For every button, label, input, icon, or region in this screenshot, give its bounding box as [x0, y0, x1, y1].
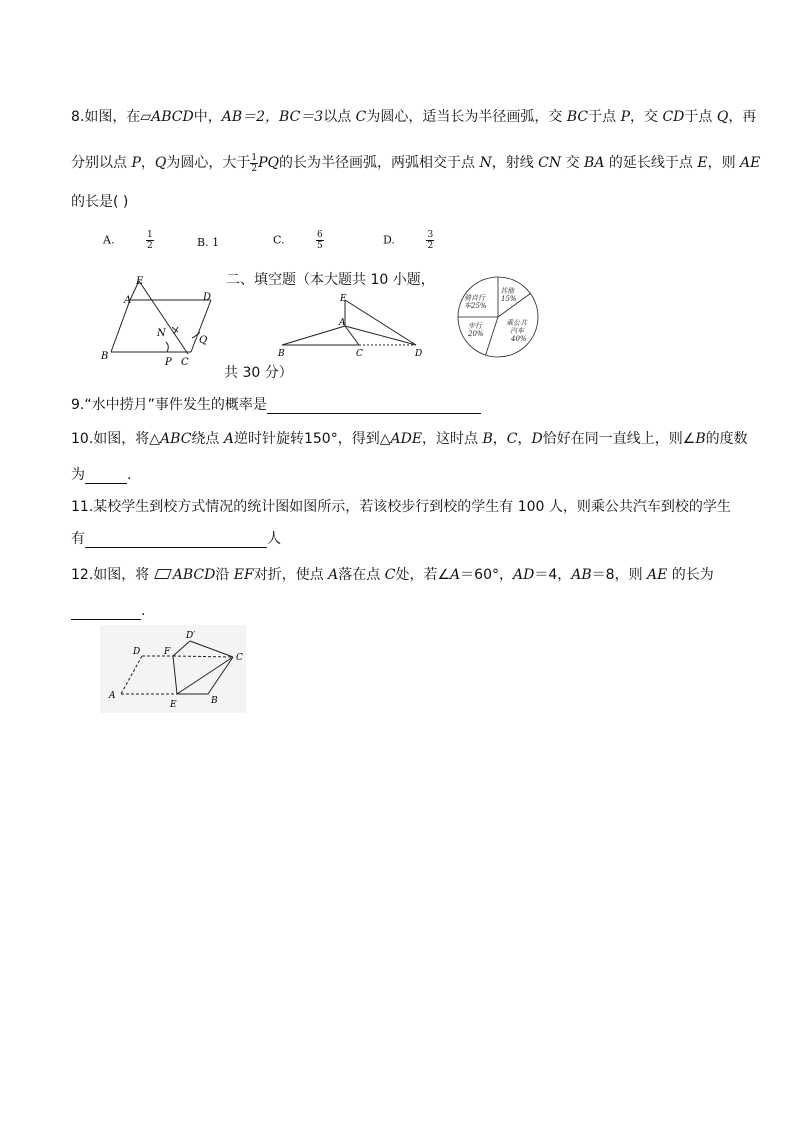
q11-line1: 11.某校学生到校方式情况的统计图如图所示，若该校步行到校的学生有 100 人，则乘公共汽车到校的学生 — [71, 499, 731, 515]
pie-label-bus-2: 汽车 — [510, 327, 524, 335]
fig1-label-N: N — [157, 328, 166, 339]
q10-answer-blank[interactable] — [85, 469, 127, 484]
q9-answer-blank[interactable] — [267, 399, 481, 414]
fig3-label-F: F — [164, 647, 171, 657]
fig3-label-B: B — [211, 696, 218, 706]
fig1-label-P: P — [165, 357, 172, 368]
fig3-label-A: A — [109, 691, 116, 701]
q11-line2: 有 人 — [71, 531, 281, 547]
q8-line1: 8.如图，在▱ABCD中，AB＝2，BC＝3以点 C为圆心，适当长为半径画弧，交 BC于点 P，交 CD于点 Q，再 — [71, 109, 757, 125]
fig1-label-C: C — [181, 357, 189, 368]
pie-label-bike: 骑自行 — [464, 294, 485, 302]
pie-label-other-pct: 15% — [501, 295, 517, 303]
fold-figure — [100, 625, 246, 713]
parallelogram-figure — [96, 272, 226, 372]
half-fraction: $\frac{1}{2}$ — [251, 152, 258, 174]
option-d: D. $\frac{3}{2}$ — [383, 230, 434, 251]
parallelogram-symbol — [154, 569, 172, 579]
section-title: 二、填空题（本大题共 10 小题， — [226, 272, 435, 288]
pie-label-other: 其他 — [500, 287, 514, 295]
fig2-label-D: D — [415, 349, 423, 359]
q12-answer-blank[interactable] — [71, 605, 141, 620]
q11-answer-blank[interactable] — [85, 533, 267, 548]
rotation-figure — [272, 290, 432, 360]
fig1-label-D: D — [203, 292, 212, 303]
fig1-label-E: E — [136, 276, 144, 287]
option-a: A. $\frac{1}{2}$ — [103, 230, 153, 251]
pie-label-walk-pct: 20% — [468, 330, 484, 338]
pie-label-bus: 乘公共 — [506, 319, 527, 327]
pie-chart — [450, 275, 546, 359]
q10-line2: 为 . — [71, 467, 132, 483]
fig3-label-E: E — [170, 700, 177, 710]
pie-slice-divider-2 — [486, 317, 498, 355]
q12-line1: 12.如图，将 ABCD沿 EF对折，使点 A落在点 C处，若∠A＝60°，AD＝4，AB＝8，则 AE 的长为 — [71, 567, 714, 583]
pie-label-bus-pct: 40% — [511, 335, 527, 343]
fig2-label-E: E — [340, 294, 347, 304]
fig2-label-A: A — [339, 318, 346, 328]
option-b: B. 1 — [197, 236, 220, 249]
fig3-label-C: C — [236, 653, 243, 663]
q8-line2: 分别以点 P，Q为圆心，大于 $\frac{1}{2}$ PQ的长为半径画弧，两弧相交于点 N，射线 CN 交 BA 的延长线于点 E，则 AE — [71, 152, 761, 174]
pie-label-walk: 步行 — [468, 322, 482, 330]
fig3-label-Dprime: D′ — [186, 631, 196, 641]
q8-line3: 的长是( ) — [71, 194, 129, 210]
q10-line1: 10.如图，将△ABC绕点 A逆时针旋转150°，得到△ADE，这时点 B，C，D恰好在同一直线上，则∠B的度数 — [71, 431, 748, 447]
q9-line: 9.“水中捞月”事件发生的概率是 — [71, 396, 481, 414]
fig1-label-B: B — [101, 351, 109, 362]
fig2-label-B: B — [278, 349, 285, 359]
fig1-label-A: A — [124, 295, 132, 306]
fig1-label-Q: Q — [199, 335, 208, 346]
fig3-label-D: D — [133, 647, 141, 657]
option-c: C. $\frac{6}{5}$ — [273, 230, 323, 251]
section-title-cont: 共 30 分） — [224, 365, 293, 381]
pie-label-bike-pct: 车25% — [464, 302, 487, 310]
q12-line2: . — [71, 602, 145, 620]
fig2-label-C: C — [356, 349, 363, 359]
